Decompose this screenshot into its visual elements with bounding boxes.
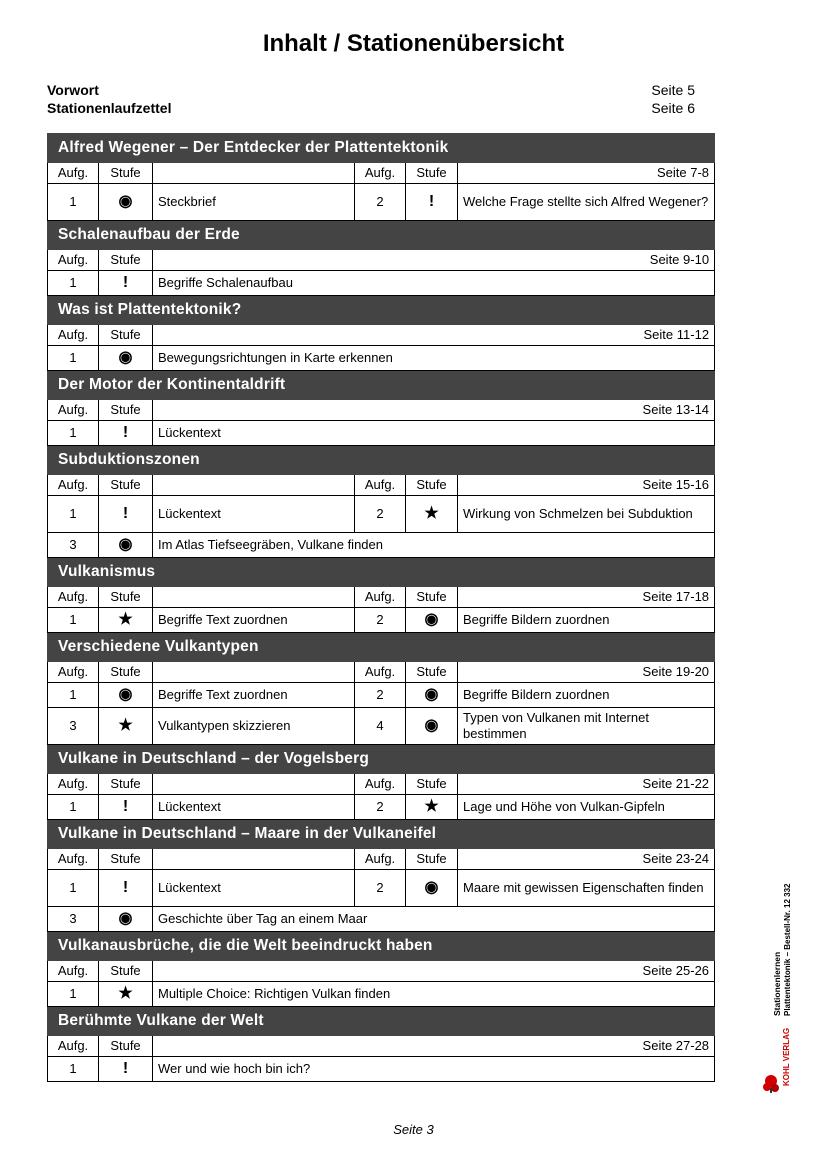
column-header-row [48,163,715,184]
task-description: Maare mit gewissen Eigenschaften finden [458,870,715,907]
task-column-header: Aufg. [48,662,99,683]
task-number: 2 [355,608,406,633]
task-number: 2 [355,496,406,533]
task-column-header: Aufg. [48,774,99,795]
task-column-header: Aufg. [48,961,99,982]
level-icon: ! [99,795,153,820]
page-range: Seite 13-14 [153,400,715,421]
level-icon: ! [99,271,153,296]
task-row [48,184,715,221]
section-title: Vulkane in Deutschland – Maare in der Vulkaneifel [48,820,715,849]
level-icon: ◉ [406,708,458,745]
task-description: Lückentext [153,496,355,533]
level-column-header: Stufe [406,587,458,608]
page-range: Seite 9-10 [153,250,715,271]
task-number: 1 [48,1057,99,1082]
level-column-header: Stufe [406,163,458,184]
page-title: Inhalt / Stationenübersicht [262,30,565,57]
task-column-header: Aufg. [355,662,406,683]
task-column-header: Aufg. [48,849,99,870]
section-header [48,221,715,250]
task-row [48,1057,715,1082]
task-number: 1 [48,421,99,446]
page-range: Seite 15-16 [458,475,715,496]
task-row [48,421,715,446]
task-description: Typen von Vulkanen mit Internet bestimmen [458,708,715,745]
page-range: Seite 27-28 [153,1036,715,1057]
task-row [48,683,715,708]
level-icon: ! [99,421,153,446]
section-title: Vulkane in Deutschland – der Vogelsberg [48,745,715,774]
level-column-header: Stufe [99,961,153,982]
level-column-header: Stufe [406,774,458,795]
task-description: Geschichte über Tag an einem Maar [153,907,715,932]
task-description: Steckbrief [153,184,355,221]
task-description: Begriffe Bildern zuordnen [458,683,715,708]
task-description: Wer und wie hoch bin ich? [153,1057,715,1082]
section-title: Schalenaufbau der Erde [48,221,715,250]
task-description: Im Atlas Tiefseegräben, Vulkane finden [153,533,715,558]
task-column-header: Aufg. [48,325,99,346]
level-icon: ! [99,496,153,533]
section-title: Berühmte Vulkane der Welt [48,1007,715,1036]
task-row [48,496,715,533]
task-column-header: Aufg. [48,400,99,421]
task-number: 1 [48,795,99,820]
level-column-header: Stufe [99,849,153,870]
task-description: Begriffe Text zuordnen [153,608,355,633]
column-header-row [48,774,715,795]
task-number: 1 [48,184,99,221]
page-range: Seite 21-22 [458,774,715,795]
intro-label: Stationenlaufzettel [47,100,172,116]
intro-page: Seite 5 [651,82,695,98]
level-icon: ◉ [406,608,458,633]
level-icon: ★ [99,708,153,745]
task-row [48,870,715,907]
section-title: Verschiedene Vulkantypen [48,633,715,662]
task-number: 1 [48,982,99,1007]
task-description: Begriffe Schalenaufbau [153,271,715,296]
task-column-header: Aufg. [355,475,406,496]
section-title: Vulkanausbrüche, die die Welt beeindruckt haben [48,932,715,961]
intro-page: Seite 6 [651,100,695,116]
task-description: Begriffe Bildern zuordnen [458,608,715,633]
intro-row-route-sheet [47,100,695,118]
column-header-row [48,475,715,496]
level-icon: ★ [406,795,458,820]
task-number: 1 [48,271,99,296]
blank-header [153,163,355,184]
publisher-name: KOHL VERLAG [782,1027,791,1086]
column-header-row [48,849,715,870]
task-number: 2 [355,683,406,708]
task-column-header: Aufg. [355,587,406,608]
task-description: Wirkung von Schmelzen bei Subduktion [458,496,715,533]
task-row [48,608,715,633]
page-range: Seite 17-18 [458,587,715,608]
level-column-header: Stufe [99,587,153,608]
series-label: Stationenlernen [772,951,782,1016]
level-column-header: Stufe [99,163,153,184]
level-column-header: Stufe [99,325,153,346]
level-column-header: Stufe [99,400,153,421]
intro-row-preface [47,82,695,100]
task-description: Lückentext [153,795,355,820]
blank-header [153,587,355,608]
page-range: Seite 11-12 [153,325,715,346]
task-number: 2 [355,870,406,907]
section-title: Subduktionszonen [48,446,715,475]
column-header-row [48,587,715,608]
task-column-header: Aufg. [355,163,406,184]
level-icon: ★ [406,496,458,533]
task-row [48,346,715,371]
section-header [48,820,715,849]
blank-header [153,662,355,683]
task-row [48,533,715,558]
level-icon: ★ [99,982,153,1007]
task-number: 1 [48,346,99,371]
section-header [48,558,715,587]
level-icon: ◉ [99,533,153,558]
level-icon: ★ [99,608,153,633]
blank-header [153,774,355,795]
page-range: Seite 23-24 [458,849,715,870]
task-number: 3 [48,708,99,745]
level-icon: ◉ [406,683,458,708]
section-title: Was ist Plattentektonik? [48,296,715,325]
level-column-header: Stufe [99,475,153,496]
column-header-row [48,1036,715,1057]
task-description: Lückentext [153,421,715,446]
task-row [48,708,715,745]
page-range: Seite 7-8 [458,163,715,184]
section-header [48,371,715,400]
section-header [48,1007,715,1036]
page-range: Seite 19-20 [458,662,715,683]
task-number: 3 [48,907,99,932]
level-icon: ! [99,870,153,907]
section-header [48,446,715,475]
task-column-header: Aufg. [48,1036,99,1057]
section-title: Der Motor der Kontinentaldrift [48,371,715,400]
task-column-header: Aufg. [48,475,99,496]
section-header [48,134,715,163]
task-description: Begriffe Text zuordnen [153,683,355,708]
section-header [48,745,715,774]
column-header-row [48,961,715,982]
level-column-header: Stufe [99,1036,153,1057]
task-description: Lage und Höhe von Vulkan-Gipfeln [458,795,715,820]
task-column-header: Aufg. [355,774,406,795]
section-header [48,296,715,325]
task-column-header: Aufg. [355,849,406,870]
task-number: 3 [48,533,99,558]
level-column-header: Stufe [99,774,153,795]
level-column-header: Stufe [406,849,458,870]
task-number: 1 [48,496,99,533]
task-description: Vulkantypen skizzieren [153,708,355,745]
task-row [48,907,715,932]
publisher-sidebar [762,868,822,1098]
page-range: Seite 25-26 [153,961,715,982]
level-column-header: Stufe [99,662,153,683]
task-row [48,271,715,296]
task-number: 4 [355,708,406,745]
intro-label: Vorwort [47,82,99,98]
task-column-header: Aufg. [48,163,99,184]
column-header-row [48,662,715,683]
column-header-row [48,325,715,346]
task-column-header: Aufg. [48,587,99,608]
level-icon: ◉ [406,870,458,907]
task-column-header: Aufg. [48,250,99,271]
level-icon: ◉ [99,184,153,221]
task-number: 2 [355,795,406,820]
level-icon: ! [406,184,458,221]
level-icon: ! [99,1057,153,1082]
section-header [48,633,715,662]
level-icon: ◉ [99,683,153,708]
blank-header [153,475,355,496]
task-number: 2 [355,184,406,221]
section-header [48,932,715,961]
column-header-row [48,400,715,421]
task-description: Welche Frage stellte sich Alfred Wegener? [458,184,715,221]
task-description: Multiple Choice: Richtigen Vulkan finden [153,982,715,1007]
product-label: Plattentektonik – Bestell-Nr. 12 332 [783,883,792,1016]
task-description: Bewegungsrichtungen in Karte erkennen [153,346,715,371]
level-icon: ◉ [99,346,153,371]
column-header-row [48,250,715,271]
task-number: 1 [48,683,99,708]
level-column-header: Stufe [406,475,458,496]
blank-header [153,849,355,870]
task-number: 1 [48,608,99,633]
task-number: 1 [48,870,99,907]
task-description: Lückentext [153,870,355,907]
level-column-header: Stufe [406,662,458,683]
task-row [48,982,715,1007]
task-row [48,795,715,820]
level-icon: ◉ [99,907,153,932]
page-number: Seite 3 [393,1122,434,1137]
section-title: Alfred Wegener – Der Entdecker der Plattentektonik [48,134,715,163]
section-title: Vulkanismus [48,558,715,587]
station-overview [47,133,714,1082]
level-column-header: Stufe [99,250,153,271]
